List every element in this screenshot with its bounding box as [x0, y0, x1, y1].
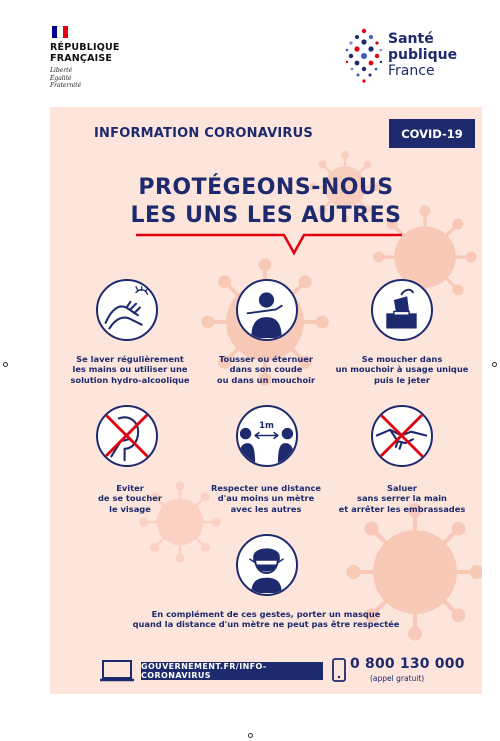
gesture-2-line-3: ou dans un mouchoir [216, 374, 316, 385]
crop-mark [3, 362, 8, 367]
gesture-1-line-3: solution hydro-alcoolique [70, 374, 190, 385]
motto-liberte: Liberté [50, 67, 73, 74]
dots-icon [344, 28, 384, 84]
gesture-3-caption [322, 354, 482, 385]
headline-line-1: PROTÉGEONS-NOUS [138, 175, 394, 200]
cough-elbow-icon [236, 279, 298, 341]
gesture-7-caption [70, 609, 462, 630]
motto-fraternite: Fraternité [50, 82, 82, 89]
gesture-4-line-1: Eviter [116, 483, 144, 493]
headline-line-2: LES UNS LES AUTRES [130, 203, 402, 228]
tissue-box-icon [371, 279, 433, 341]
poster [50, 107, 482, 694]
gov-name-line-2: FRANÇAISE [50, 53, 113, 64]
gesture-6-line-1: Saluer [386, 483, 418, 493]
gesture-1-line-2: les mains ou utiliser une [72, 364, 188, 375]
info-website-link[interactable]: GOUVERNEMENT.FR/INFO-CORONAVIRUS [141, 662, 323, 680]
gesture-5-line-1: Respecter une distance [210, 483, 322, 493]
gesture-3-line-2: un mouchoir à usage unique [335, 364, 469, 375]
gesture-3-line-3: puis le jeter [373, 374, 431, 385]
hotline-note: (appel gratuit) [370, 674, 425, 683]
distance-icon [236, 405, 298, 467]
gesture-6-line-3: et arrêter les embrassades [338, 503, 466, 514]
covid-badge: COVID-19 [389, 119, 475, 148]
mask-icon [236, 534, 298, 596]
crop-mark [248, 733, 253, 738]
gesture-3-line-1: Se moucher dans [361, 354, 443, 364]
computer-icon [99, 660, 135, 682]
gesture-5-line-3: avec les autres [230, 503, 302, 514]
speech-bubble-underline-icon [134, 231, 404, 257]
no-face-touch-icon [96, 405, 158, 467]
gesture-1-line-1: Se laver régulièrement [76, 354, 184, 364]
gov-name-line-1: RÉPUBLIQUE [50, 42, 120, 53]
distance-label: 1m [259, 420, 274, 431]
gesture-5-line-2: d'au moins un mètre [217, 493, 315, 504]
phone-icon [332, 658, 346, 682]
gesture-6-caption [322, 483, 482, 514]
gesture-4-line-3: le visage [109, 503, 151, 514]
agency-name-line-1: Santé [388, 31, 434, 47]
gesture-2-line-1: Tousser ou éternuer [219, 354, 313, 364]
motto-egalite: Égalité [50, 74, 72, 82]
gesture-6-line-2: sans serrer la main [357, 493, 447, 504]
no-handshake-icon [371, 405, 433, 467]
republique-francaise-logo [50, 26, 140, 90]
gesture-2-line-2: dans son coude [229, 364, 303, 375]
sante-publique-france-logo [344, 28, 464, 88]
hotline-number[interactable]: 0 800 130 000 [350, 656, 465, 672]
agency-name-line-2: publique [388, 47, 458, 63]
gesture-4-line-2: de se toucher [97, 493, 163, 504]
gov-motto [50, 67, 140, 90]
french-flag-icon [52, 26, 68, 38]
agency-name [388, 31, 457, 79]
agency-name-line-3: France [388, 63, 435, 79]
gesture-7-line-2: quand la distance d'un mètre ne peut pas être respectée [132, 619, 400, 630]
gesture-7-line-1: En complément de ces gestes, porter un masque [151, 609, 381, 619]
hand-washing-icon [96, 279, 158, 341]
information-label: INFORMATION CORONAVIRUS [94, 126, 313, 141]
crop-mark [492, 362, 497, 367]
